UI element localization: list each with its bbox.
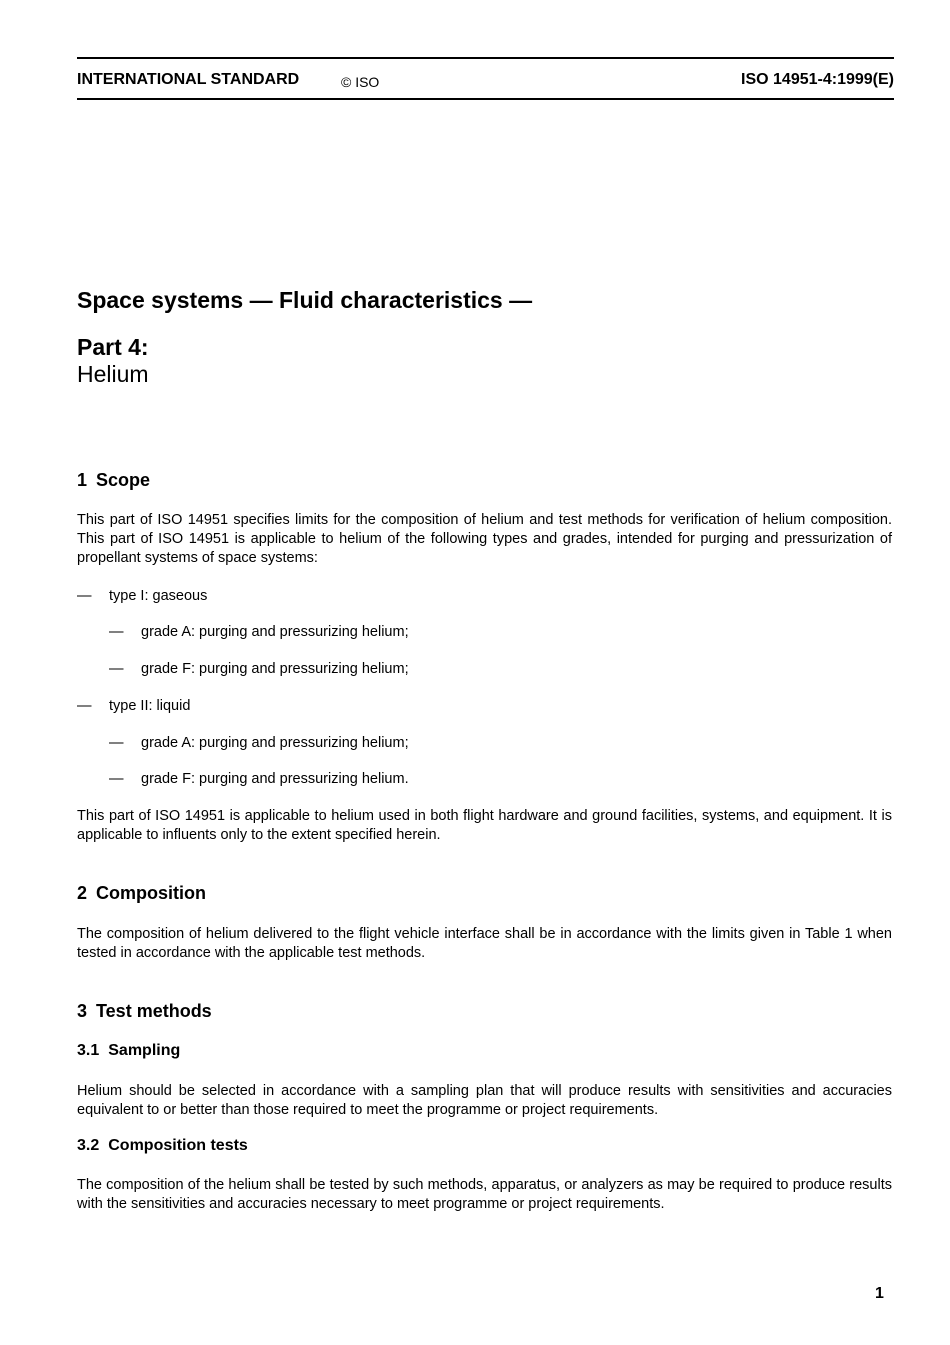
section-3-1-title: Sampling: [108, 1042, 181, 1059]
section-1-number: 1: [77, 470, 88, 490]
document-title: Space systems — Fluid characteristics —: [77, 287, 533, 313]
section-3-2-heading: [77, 1136, 892, 1156]
dash-bullet: —: [109, 624, 124, 640]
dash-bullet: —: [77, 588, 92, 604]
header-top-rule: [77, 57, 894, 59]
section-1-title: Scope: [96, 470, 151, 490]
section-3-1-heading: [77, 1041, 892, 1061]
copyright-notice: © ISO: [341, 74, 380, 90]
header-bottom-rule: [77, 98, 894, 100]
list-item-text: type I: gaseous: [109, 588, 208, 604]
section-3-number: 3: [77, 1001, 88, 1021]
part-subject: Helium: [77, 361, 149, 387]
sampling-text: Helium should be selected in accordance with a sampling plan that will produce results with sensitivities and accuracies equivalent to or better than those required to meet the programme or project requirements.: [77, 1083, 892, 1118]
list-item-text: grade A: purging and pressurizing helium;: [141, 624, 409, 640]
document-type: INTERNATIONAL STANDARD: [77, 71, 300, 88]
section-3-2-number: 3.2: [77, 1137, 100, 1154]
section-2-title: Composition: [96, 883, 207, 903]
section-2-heading: [77, 882, 892, 904]
list-item-text: grade A: purging and pressurizing helium;: [141, 735, 409, 751]
section-3-title: Test methods: [96, 1001, 212, 1021]
list-item-text: grade F: purging and pressurizing helium.: [141, 771, 409, 787]
section-3-heading: [77, 1000, 892, 1022]
scope-closing: This part of ISO 14951 is applicable to helium used in both flight hardware and ground facilities, systems, and equipment. It is applicable to influents only to the extent specified herein.: [77, 808, 892, 843]
part-label: Part 4:: [77, 334, 149, 360]
composition-tests-text: The composition of the helium shall be tested by such methods, apparatus, or analyzers as may be required to produce results with the sensitivities and accuracies necessary to meet programme or project requirements.: [77, 1177, 892, 1212]
list-item-text: type II: liquid: [109, 698, 191, 714]
list-item-text: grade F: purging and pressurizing helium;: [141, 661, 409, 677]
dash-bullet: —: [77, 698, 92, 714]
section-1-heading: [77, 469, 892, 491]
section-2-number: 2: [77, 883, 88, 903]
composition-text: The composition of helium delivered to the flight vehicle interface shall be in accordance with the limits given in Table 1 when tested in accordance with the applicable test methods.: [77, 926, 892, 961]
dash-bullet: —: [109, 661, 124, 677]
scope-intro: This part of ISO 14951 specifies limits for the composition of helium and test methods for verification of helium composition. This part of ISO 14951 is applicable to helium of the following types and grades, intended for purging and pressurization of propellant systems of space systems:: [77, 512, 892, 566]
document-number: ISO 14951-4:1999(E): [741, 71, 894, 88]
dash-bullet: —: [109, 771, 124, 787]
dash-bullet: —: [109, 735, 124, 751]
section-3-1-number: 3.1: [77, 1042, 100, 1059]
page-number: 1: [875, 1285, 884, 1302]
section-3-2-title: Composition tests: [108, 1137, 248, 1154]
